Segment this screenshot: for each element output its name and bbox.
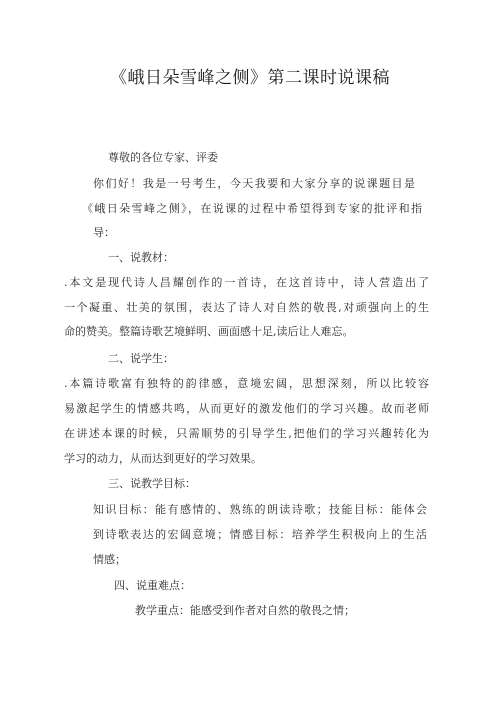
section-students-line-4: 学习的动力，从而达到更好的学习效果。 (64, 452, 262, 465)
section-students-line-3: 在讲述本课的时候，只需顺势的引导学生,把他们的学习兴趣转化为 (64, 427, 429, 440)
section-objectives-line-3: 情感； (93, 553, 126, 566)
section-heading-textbook: 一、说教材： (108, 251, 174, 264)
section-objectives-line-1: 知识目标：能有感情的、熟练的朗读诗歌；技能目标：能体会 (93, 503, 427, 516)
section-students-line-2: 易激起学生的情感共鸣，从而更好的激发他们的学习兴趣。故而老师 (64, 402, 429, 415)
section-heading-objectives: 三、说教学目标： (108, 477, 196, 490)
section-students-line-1: .本篇诗歌富有独特的韵律感，意境宏阔，思想深刻，所以比较容 (64, 377, 429, 390)
greeting: 尊敬的各位专家、评委 (108, 151, 218, 164)
intro-line-2: 《峨日朵雪峰之侧》，在说课的过程中希望得到专家的批评和指 (82, 202, 422, 215)
document-title: 《峨日朵雪峰之侧》第二课时说课稿 (110, 68, 390, 88)
section-heading-students: 二、说学生： (108, 352, 174, 365)
section-textbook-line-2: 一个凝重、壮美的氛围，表达了诗人对自然的敬畏,对顽强向上的生 (64, 301, 429, 314)
section-textbook-line-3: 命的赞美。整篇诗歌艺境鲜明、画面感十足,读后让人难忘。 (64, 325, 354, 338)
section-key-points-line-1: 教学重点：能感受到作者对自然的敬畏之情； (135, 604, 355, 617)
intro-line-1: 你们好！我是一号考生，今天我要和大家分享的说课题目是 (93, 177, 415, 190)
intro-line-3: 导： (93, 226, 115, 239)
section-heading-key-points: 四、说重难点： (114, 579, 191, 592)
section-objectives-line-2: 到诗歌表达的宏阔意境；情感目标：培养学生积极向上的生活 (93, 528, 427, 541)
section-textbook-line-1: .本文是现代诗人昌耀创作的一首诗，在这首诗中，诗人营造出了 (64, 276, 429, 289)
